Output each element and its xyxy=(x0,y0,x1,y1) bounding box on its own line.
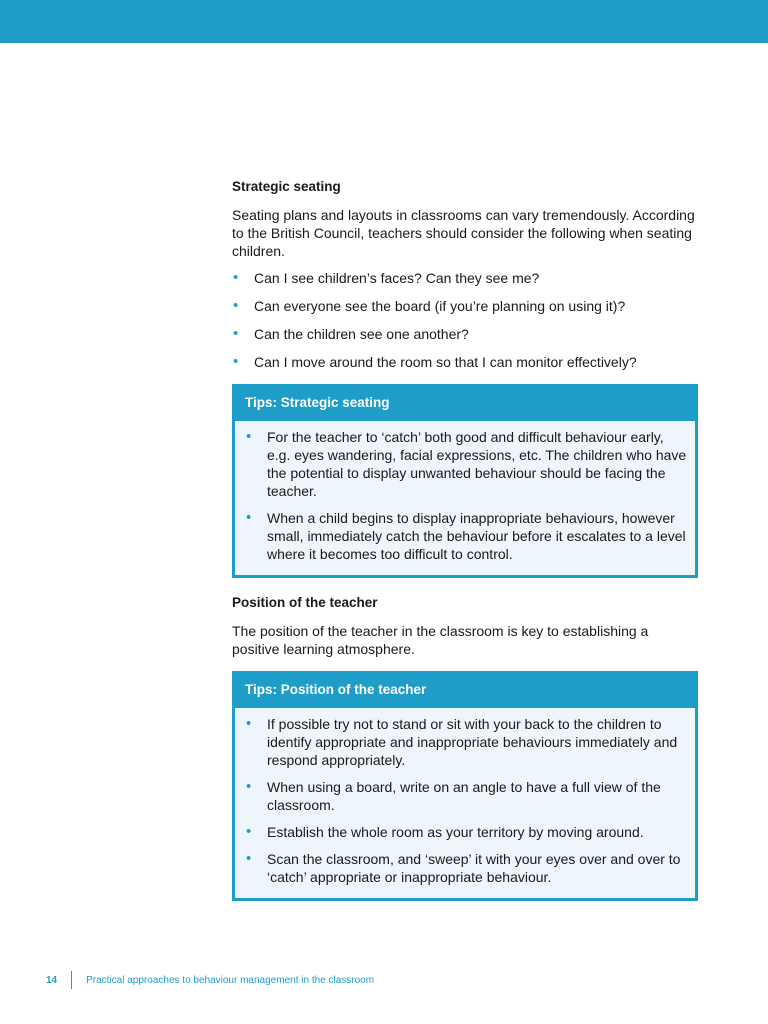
list-item xyxy=(245,509,687,563)
tip-box-strategic-seating xyxy=(232,384,698,578)
list-item-text: When using a board, write on an angle to have a full view of the classroom. xyxy=(267,779,661,813)
list-item xyxy=(232,353,698,371)
list-item-text: Establish the whole room as your territory by moving around. xyxy=(267,824,644,840)
list-item-text: Can I see children’s faces? Can they see me? xyxy=(254,270,540,286)
top-color-band xyxy=(0,0,768,43)
paragraph-seating-plans: Seating plans and layouts in classrooms can vary tremendously. According to the British Council, teachers should consider the following when seating children. xyxy=(232,207,695,259)
list-item xyxy=(245,715,687,769)
bullet-icon: • xyxy=(233,297,239,314)
bullet-icon: • xyxy=(233,353,239,370)
list-item-text: Scan the classroom, and ‘sweep’ it with your eyes over and over to ‘catch’ appropriate or inappropriate behaviour. xyxy=(267,851,681,885)
list-item-text: If possible try not to stand or sit with your back to the children to identify appropriate and inappropriate behaviours immediately and respond appropriately. xyxy=(267,716,678,768)
list-item-text: Can the children see one another? xyxy=(254,326,469,342)
footer-divider xyxy=(71,971,72,989)
bullet-icon: • xyxy=(246,428,252,445)
bullet-icon: • xyxy=(246,715,252,732)
seating-questions-list xyxy=(232,269,698,371)
list-item xyxy=(245,428,687,500)
bullet-icon: • xyxy=(246,850,252,867)
tip-list xyxy=(235,421,695,575)
list-item xyxy=(245,850,687,886)
list-item xyxy=(232,269,698,287)
bullet-icon: • xyxy=(246,778,252,795)
running-title: Practical approaches to behaviour management in the classroom xyxy=(86,974,375,986)
paragraph-teacher-position: The position of the teacher in the classroom is key to establishing a positive learning atmosphere. xyxy=(232,623,649,657)
bullet-icon: • xyxy=(246,823,252,840)
section-heading-strategic-seating: Strategic seating xyxy=(232,179,341,194)
tip-box-title: Tips: Strategic seating xyxy=(235,387,695,421)
list-item xyxy=(232,325,698,343)
page-content xyxy=(232,178,698,917)
page-footer xyxy=(46,970,374,990)
bullet-icon: • xyxy=(233,325,239,342)
list-item xyxy=(245,823,687,841)
list-item-text: Can I move around the room so that I can monitor effectively? xyxy=(254,354,637,370)
page-number: 14 xyxy=(46,974,58,986)
bullet-icon: • xyxy=(233,269,239,286)
list-item xyxy=(232,297,698,315)
list-item-text: For the teacher to ‘catch’ both good and difficult behaviour early, e.g. eyes wandering, facial expressions, etc. The children who have the potential to display unwanted behaviour should be facing the teacher. xyxy=(267,429,687,499)
section-heading-position-of-teacher: Position of the teacher xyxy=(232,595,378,610)
tip-box-position-of-teacher xyxy=(232,671,698,901)
list-item-text: When a child begins to display inappropriate behaviours, however small, immediately catch the behaviour before it escalates to a level where it becomes too difficult to control. xyxy=(267,510,686,562)
bullet-icon: • xyxy=(246,509,252,526)
tip-list xyxy=(235,708,695,898)
list-item xyxy=(245,778,687,814)
list-item-text: Can everyone see the board (if you’re planning on using it)? xyxy=(254,298,626,314)
tip-box-title: Tips: Position of the teacher xyxy=(235,674,695,708)
